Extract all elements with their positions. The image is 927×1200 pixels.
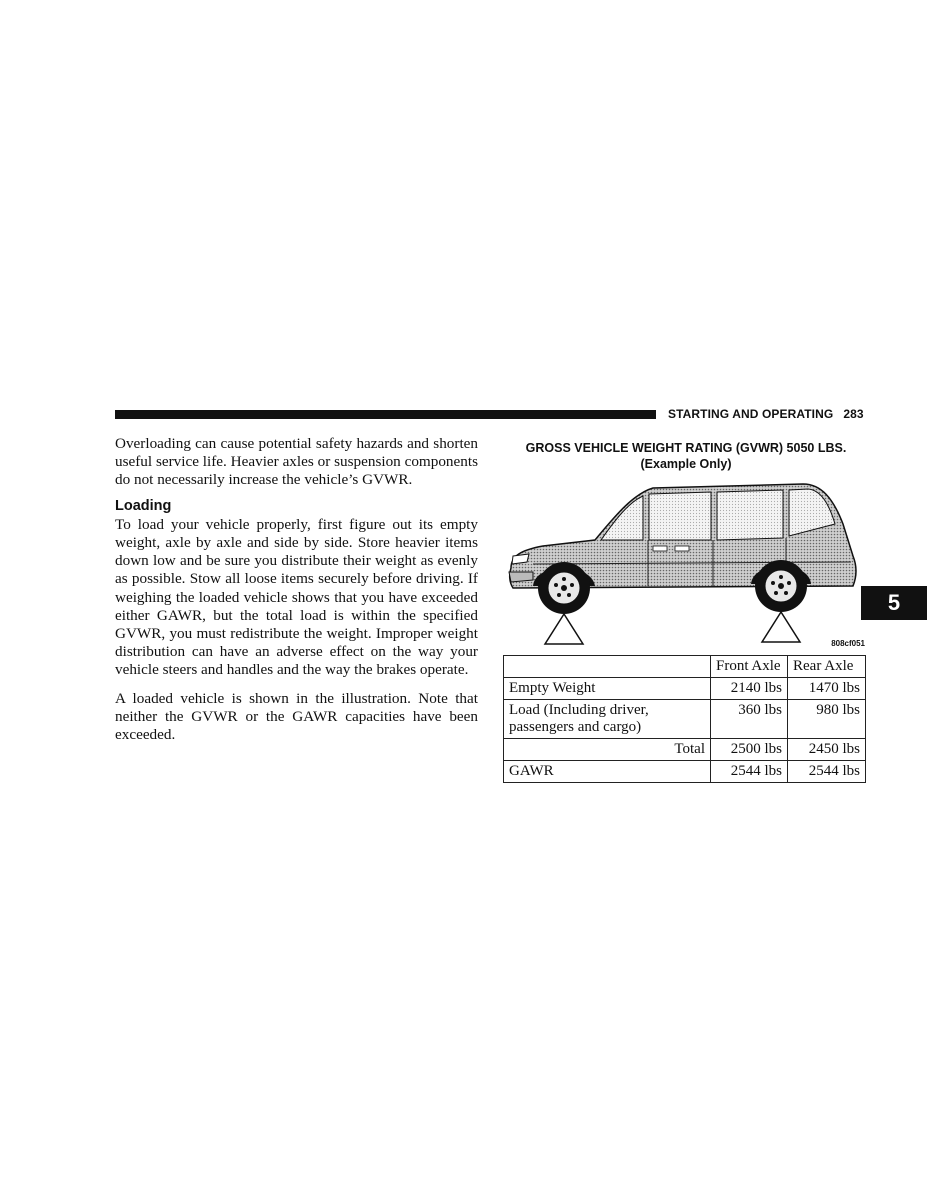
front-value: 2544 lbs: [711, 761, 788, 783]
table-row: [504, 700, 866, 739]
table-row: [504, 739, 866, 761]
vehicle-illustration: [503, 476, 869, 650]
rear-scale-triangle: [762, 612, 800, 642]
rear-value: 2450 lbs: [788, 739, 866, 761]
body-text: [115, 435, 478, 744]
front-value: 2140 lbs: [711, 678, 788, 700]
rear-value: 980 lbs: [788, 700, 866, 739]
sliding-door-window: [717, 490, 783, 540]
row-label: GAWR: [504, 761, 711, 783]
front-wheel: [538, 562, 590, 614]
front-door-window: [649, 492, 711, 540]
figure-code: 808cf051: [831, 639, 865, 648]
paragraph-illustration-note: A loaded vehicle is shown in the illustration. Note that neither the GVWR or the GAWR capacities have been exceeded.: [115, 689, 478, 744]
header-rear-axle: Rear Axle: [788, 656, 866, 678]
paragraph-loading: To load your vehicle properly, first figure out its empty weight, axle by axle and side by side. Store heavier items down low and be sure you distribute their weight as evenly as possible. Stow all loose items securely before driving. If weighing the loaded vehicle shows that you have exceeded either GAWR, but the total load is within the specified GVWR, you must redistribute the weight. Improper weight distribution can have an adverse effect on the way your vehicle steers and handles and the way the brakes operate.: [115, 515, 478, 679]
rear-wheel: [755, 560, 807, 612]
section-title: STARTING AND OPERATING: [668, 407, 834, 421]
row-label: Empty Weight: [504, 678, 711, 700]
front-scale-triangle: [545, 614, 583, 644]
windshield: [601, 496, 643, 540]
header-rule: [115, 410, 656, 419]
figure-title-line1: GROSS VEHICLE WEIGHT RATING (GVWR) 5050 LBS.: [525, 441, 847, 455]
table-header-row: [504, 656, 866, 678]
minivan-on-scales-drawing: [503, 476, 869, 650]
axle-weight-table: [503, 655, 866, 783]
table-row: [504, 761, 866, 783]
table-header-blank: [504, 656, 711, 678]
paragraph-overloading: Overloading can cause potential safety hazards and shorten useful service life. Heavier axles or suspension components do not necessarily increase the vehicle’s GVWR.: [115, 435, 478, 489]
rear-value: 1470 lbs: [788, 678, 866, 700]
chapter-tab: 5: [861, 586, 927, 620]
front-value: 2500 lbs: [711, 739, 788, 761]
rear-value: 2544 lbs: [788, 761, 866, 783]
table-row: [504, 678, 866, 700]
figure-title: [503, 440, 869, 472]
row-label: Total: [504, 739, 711, 761]
running-header: [668, 407, 864, 421]
front-value: 360 lbs: [711, 700, 788, 739]
header-front-axle: Front Axle: [711, 656, 788, 678]
row-label: Load (Including driver, passengers and cargo): [504, 700, 711, 739]
section-heading-loading: Loading: [115, 497, 172, 514]
figure-title-line2: (Example Only): [640, 457, 732, 471]
page-number: 283: [843, 407, 864, 421]
